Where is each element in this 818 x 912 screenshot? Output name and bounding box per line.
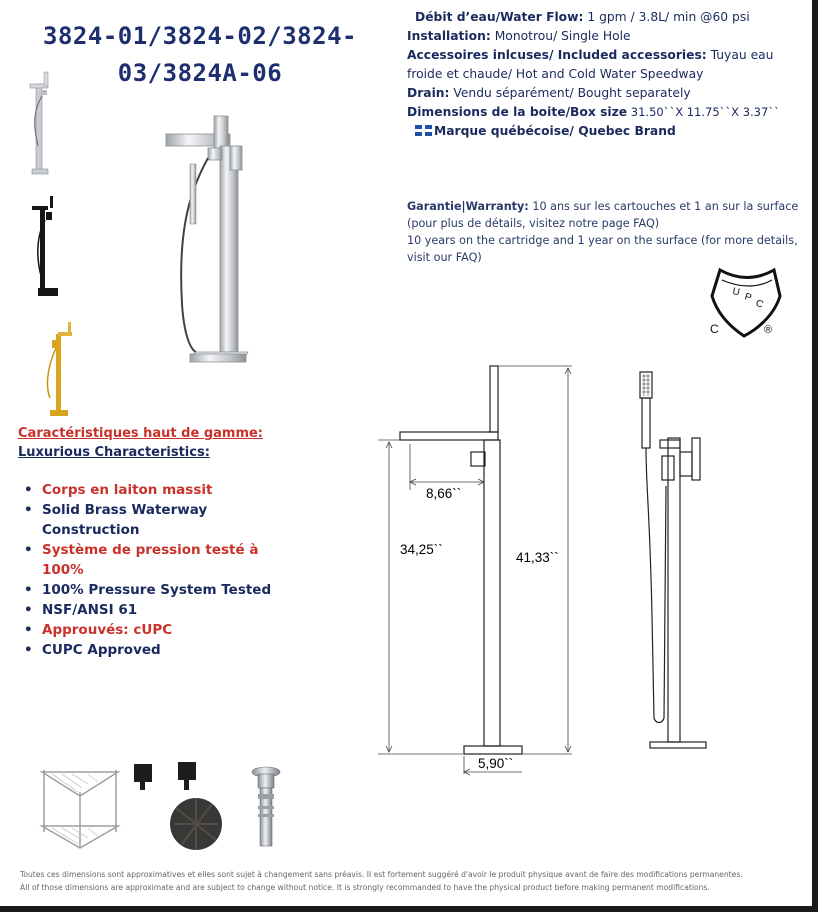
warranty-english: 10 years on the cartridge and 1 year on the surface (for more details, visit our FAQ) <box>407 234 798 264</box>
towel-hooks-image <box>126 758 226 856</box>
features-heading-fr: Caractéristiques haut de gamme: <box>18 426 264 441</box>
model-number-line-1: 3824-01/3824-02/3824- <box>43 22 357 50</box>
feature-item: • Corps en laiton massit <box>22 480 272 500</box>
feature-item: • 100% Pressure System Tested <box>22 580 272 600</box>
chrome-finish-thumbnail <box>22 66 74 176</box>
upc-letter-c: C <box>753 297 765 311</box>
disclaimer-french: Toutes ces dimensions sont approximatives et elles sont sujet à changement sans préavis. Il est fortement suggéré d'avoir le produit physique avant de faire des modifications permanentes. <box>20 870 743 879</box>
warranty-block <box>407 198 812 266</box>
quebec-flag-icon <box>415 125 432 136</box>
spec-box-size: Dimensions de la boite/Box size 31.50``X 11.75``X 3.37`` <box>407 105 780 119</box>
features-heading <box>18 424 263 462</box>
model-number-line-2: 03/3824A-06 <box>117 59 283 87</box>
specifications-block <box>407 8 812 141</box>
gold-finish-thumbnail <box>38 318 78 420</box>
model-number-title <box>20 18 380 92</box>
corner-shelf-basket-image <box>38 760 122 852</box>
spec-brand: Marque québécoise/ Quebec Brand <box>407 122 812 141</box>
chrome-faucet-product-image <box>160 104 260 384</box>
disclaimer-english: All of those dimensions are approximate and are subject to change without notice. It is strongly recommanded to have the physical product before making permanent modifications. <box>20 883 710 892</box>
page-frame-right <box>812 0 818 912</box>
disclaimer <box>20 868 810 894</box>
feature-item: • CUPC Approved <box>22 640 272 660</box>
feature-item: • Approuvés: cUPC <box>22 620 272 640</box>
pop-up-drain-image <box>248 764 284 854</box>
spec-drain: Drain: Vendu séparément/ Bought separately <box>407 86 691 100</box>
upc-letter-u: U <box>731 286 741 299</box>
upc-c-mark: C <box>710 322 719 336</box>
black-finish-thumbnail <box>28 192 68 300</box>
dimension-total-height: 41,33`` <box>516 550 559 565</box>
warranty-french: Garantie|Warranty: 10 ans sur les cartouches et 1 an sur la surface (pour plus de détails, visitez notre page FAQ) <box>407 200 799 230</box>
upc-letter-p: P <box>743 291 753 304</box>
feature-item: • Solid Brass Waterway Construction <box>22 500 272 540</box>
upc-registered-mark: ® <box>764 324 773 336</box>
dimension-spout-reach: 8,66`` <box>426 486 462 501</box>
features-list <box>22 480 272 660</box>
feature-item: • NSF/ANSI 61 <box>22 600 272 620</box>
front-view-technical-drawing <box>372 362 602 782</box>
spec-installation: Installation: Monotrou/ Single Hole <box>407 29 631 43</box>
cupc-certification-logo <box>700 266 790 342</box>
feature-item: • Système de pression testé à 100% <box>22 540 272 580</box>
page-frame-bottom <box>0 906 818 912</box>
dimension-spout-height: 34,25`` <box>400 542 443 557</box>
dimension-base-width: 5,90`` <box>478 756 514 771</box>
side-view-technical-drawing <box>632 366 712 758</box>
features-heading-en: Luxurious Characteristics: <box>18 445 210 460</box>
spec-accessories: Accessoires inlcuses/ Included accessories: Tuyau eau froide et chaude/ Hot and Cold Water Speedway <box>407 48 774 81</box>
spec-water-flow: Débit d’eau/Water Flow: 1 gpm / 3.8L/ min @60 psi <box>415 10 750 24</box>
